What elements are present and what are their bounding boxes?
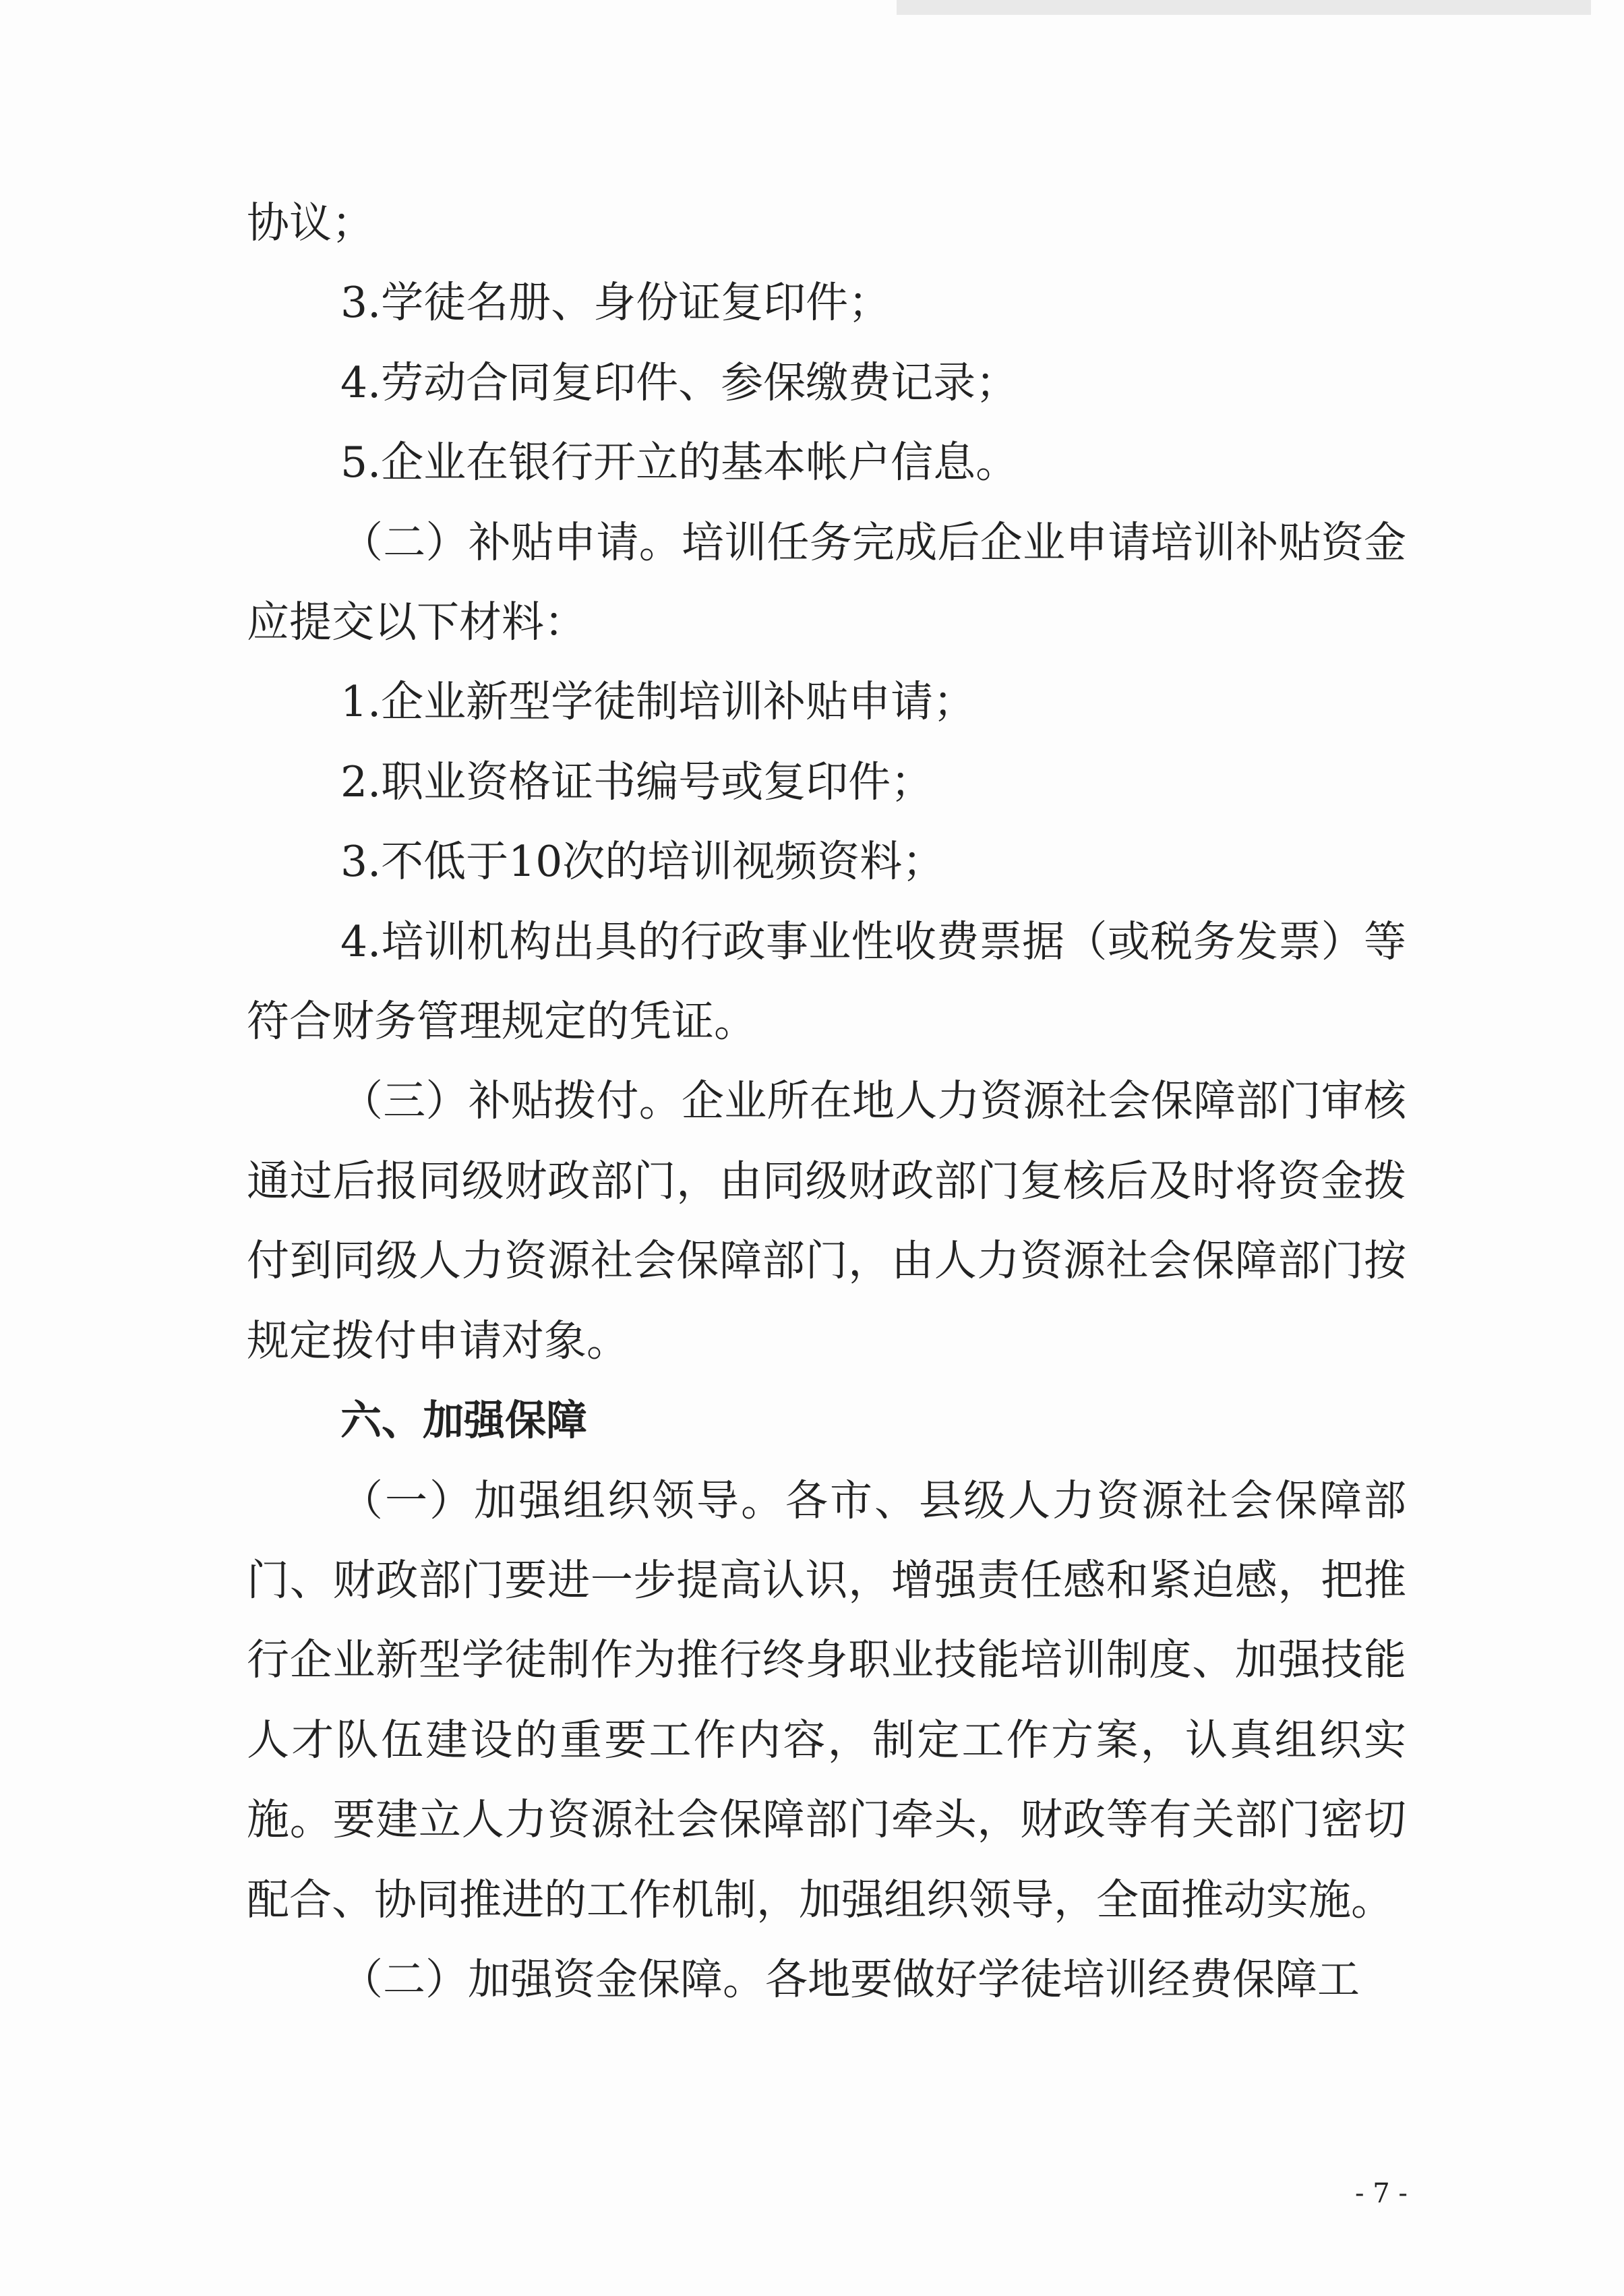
list-item-3: 3.学徒名册、身份证复印件； <box>340 278 891 328</box>
list-item-3b: 3.不低于10次的培训视频资料； <box>340 837 945 887</box>
list-item-4b: 4.培训机构出具的行政事业性收费票据（或税务发票）等符合财务管理规定的凭证。 <box>247 916 1406 1047</box>
section-organization-leadership: （一）加强组织领导。各市、县级人力资源社会保障部门、财政部门要进一步提高认识，增强责任感和紧迫感，把推行企业新型学徒制作为推行终身职业技能培训制度、加强技能人才队伍建设的重要工作内容，制定工作方案，认真组织实施。要建立人力资源社会保障部门牵头，财政等有关部门密切配合、协同推进的工作机制，加强组织领导，全面推动实施。 <box>247 1475 1406 1924</box>
list-item-1: 1.企业新型学徒制培训补贴申请； <box>340 677 976 727</box>
section-subsidy-application: （二）补贴申请。培训任务完成后企业申请培训补贴资金应提交以下材料： <box>247 517 1406 647</box>
section-heading-six: 六、加强保障 <box>340 1396 588 1445</box>
body-text <box>247 183 1406 2020</box>
scan-edge <box>897 0 1591 15</box>
section-subsidy-payment: （三）补贴拨付。企业所在地人力资源社会保障部门审核通过后报同级财政部门，由同级财政部门复核后及时将资金拨付到同级人力资源社会保障部门，由人力资源社会保障部门按规定拨付申请对象。 <box>247 1076 1406 1365</box>
list-item-5: 5.企业在银行开立的基本帐户信息。 <box>340 438 1019 488</box>
section-funding-guarantee: （二）加强资金保障。各地要做好学徒培训经费保障工 <box>340 1954 1360 2004</box>
list-item-4: 4.劳动合同复印件、参保缴费记录； <box>340 357 1019 407</box>
paragraph-continuation: 协议； <box>247 198 374 247</box>
page-number: - 7 - <box>1355 2178 1408 2209</box>
list-item-2: 2.职业资格证书编号或复印件； <box>340 757 934 806</box>
